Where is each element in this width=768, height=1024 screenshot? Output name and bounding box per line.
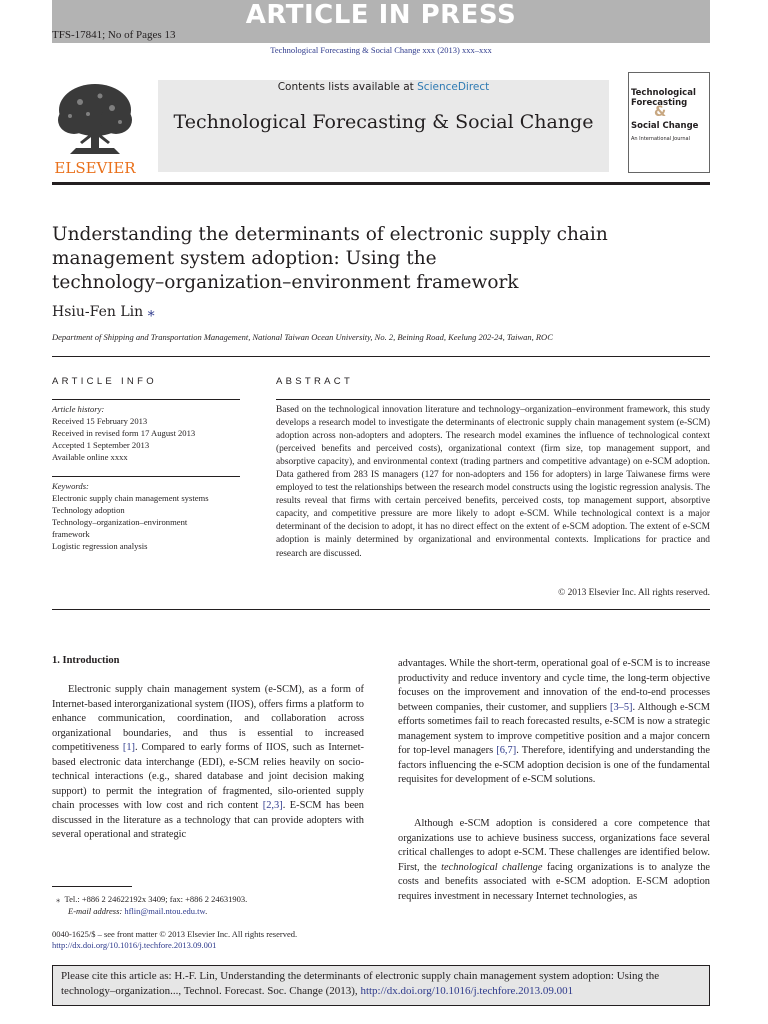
abstract-bottom-rule xyxy=(52,609,710,610)
article-info-heading: ARTICLE INFO xyxy=(52,376,157,387)
cover-ampersand: & xyxy=(654,104,667,120)
contents-line: Contents lists available at ScienceDirect xyxy=(277,81,490,93)
title-line-1: Understanding the determinants of electronic supply chain xyxy=(52,224,608,245)
keywords-rule xyxy=(52,476,240,477)
manuscript-id: TFS-17841; No of Pages 13 xyxy=(52,29,176,41)
history-label: Article history: xyxy=(52,404,105,414)
keyword: Logistic regression analysis xyxy=(52,541,148,551)
sciencedirect-link[interactable]: ScienceDirect xyxy=(417,81,490,93)
history-accepted: Accepted 1 September 2013 xyxy=(52,440,150,450)
elsevier-tree-logo xyxy=(50,80,140,176)
intro-left-paragraph: Electronic supply chain management system (e-SCM), as a form of Internet-based interorganizational system (IIOS), offers firms a platform to enhance communication, coordination, and collaboration across organizational boundaries, and thus is essential to increased competitiveness [1]. Compared to early forms of IIOS, such as Internet-based electronic data interchange (EDI), e-SCM relies heavily on socio-technical interactions (e.g., shared database and joint decision making support) to permit the integration of fragmented, silo-oriented supply chain processes with low cost and rich content [2,3]. E-SCM has been discussed in the literature as a technology that can provide adopters with several operational and strategic xyxy=(52,684,365,840)
intro-right-paragraph-1: advantages. While the short-term, operational goal of e-SCM is to increase productivity and reduce inventory and cycle time, the long-term objective focuses on the improvement and innovation of the end-to-end processes between companies, their customer, and suppliers [3–5]. Although e-SCM efforts sometimes fail to reach forecasted results, e-SCM is now a strategic management system to improve competitive position and a major concern for top-level managers [6,7]. Therefore, identifying and understanding the factors influencing the e-SCM adoption decision is one of the fundamental requisites for development of e-SCM solutions. xyxy=(398,658,710,785)
issn-line: 0040-1625/$ – see front matter © 2013 Elsevier Inc. All rights reserved. xyxy=(52,929,298,939)
keyword: Technology–organization–environment xyxy=(52,517,188,527)
citation-link[interactable]: [3–5] xyxy=(610,701,633,713)
abstract-copyright: © 2013 Elsevier Inc. All rights reserved. xyxy=(558,588,710,598)
keyword: Electronic supply chain management systems xyxy=(52,493,209,503)
cover-subtitle: An International Journal xyxy=(631,136,690,142)
banner-text: ARTICLE IN PRESS xyxy=(245,0,517,30)
keyword: Technology adoption xyxy=(52,505,125,515)
intro-right-paragraph-2: Although e-SCM adoption is considered a core competence that organizations use to achieve business success, organizations face several critical challenges to adopt e-SCM. These challenges are identified below. First, the technological challenge facing organizations is to analyze the costs and benefits associated with e-SCM adoption. E-SCM adoption requires investment in necessary Internet technologies, as xyxy=(398,818,711,902)
abstract-text: Based on the technological innovation literature and technology–organization–environment framework, this study develops a research model to investigate the determinants of electronic supply chain management system (e-SCM) adoption across non-adopters and adopters. The research model examines the influence of technological context (perceived benefits and perceived costs), organizational context (firm size, top management support, and absorptive capacity), and environmental context (trading partners and competitive advantage) on e-SCM adoption. Data gathered from 283 IS managers (127 for non-adopters and 156 for adopters) in large Taiwanese firms were employed to test the relationships between the research model constructs using the logistic regression analysis. The results reveal that firms with certain perceived benefits, perceived costs, top management support, absorptive capacity, and competitive pressure are more likely to adopt e-SCM. While technological context is a major determinant of the decision to adopt, it has no direct effect on the extent of e-SCM adoption. The extent of e-SCM adoption is mainly determined by organizational and environmental contexts. Implications for practice and research are discussed. xyxy=(276,405,710,559)
citation-link[interactable]: [6,7] xyxy=(496,745,517,756)
cite-doi-link[interactable]: http://dx.doi.org/10.1016/j.techfore.2013.09.001 xyxy=(360,985,574,997)
section-heading-introduction: 1. Introduction xyxy=(52,655,120,666)
article-title xyxy=(52,223,672,295)
doi-link[interactable]: http://dx.doi.org/10.1016/j.techfore.2013.09.001 xyxy=(52,940,217,950)
doi-line xyxy=(52,940,216,950)
cite-this-article-text: Please cite this article as: H.-F. Lin, Understanding the determinants of electronic supply chain management system adoption: Using the technology–organization..., Technol. Forecast. Soc. Change (2013), http://dx.doi.org/10.1016/j.techfore.2013.09.001 xyxy=(61,970,660,997)
elsevier-wordmark: ELSEVIER xyxy=(54,159,136,176)
citation-link[interactable]: [2,3] xyxy=(262,800,283,811)
journal-title: Technological Forecasting & Social Change xyxy=(173,111,594,133)
footnote-email: E-mail address: hflin@mail.ntou.edu.tw. xyxy=(68,906,208,916)
abstract-rule xyxy=(276,399,710,400)
abstract-heading: ABSTRACT xyxy=(276,376,354,387)
title-line-3: technology–organization–environment framework xyxy=(52,272,519,293)
affiliation-rule xyxy=(52,356,710,357)
footnote-contact: ⁎ Tel.: +886 2 24622192x 3409; fax: +886 2 24631903. xyxy=(56,894,248,904)
citation-link[interactable]: [1] xyxy=(122,742,135,753)
author xyxy=(52,304,155,320)
history-online: Available online xxxx xyxy=(52,452,128,462)
title-line-2: management system adoption: Using the xyxy=(52,248,437,269)
cover-line-3: Social Change xyxy=(631,121,699,131)
article-info-rule xyxy=(52,399,240,400)
journal-reference: Technological Forecasting & Social Change xxx (2013) xxx–xxx xyxy=(270,45,492,55)
author-name[interactable]: Hsiu-Fen Lin xyxy=(52,304,144,320)
header-rule xyxy=(52,182,710,185)
cover-line-1: Technological xyxy=(631,88,696,98)
keyword: framework xyxy=(52,529,90,539)
cover-line-2: Forecasting xyxy=(631,98,688,108)
history-received: Received 15 February 2013 xyxy=(52,416,148,426)
email-link[interactable]: hflin@mail.ntou.edu.tw xyxy=(124,906,206,916)
history-revised: Received in revised form 17 August 2013 xyxy=(52,428,196,438)
keywords-label: Keywords: xyxy=(52,481,89,491)
footnote-rule xyxy=(52,886,132,887)
affiliation: Department of Shipping and Transportation Management, National Taiwan Ocean University, No. 2, Beining Road, Keelung 202-24, Taiwan, ROC xyxy=(52,332,553,342)
author-footnote-mark[interactable]: ⁎ xyxy=(147,304,155,320)
